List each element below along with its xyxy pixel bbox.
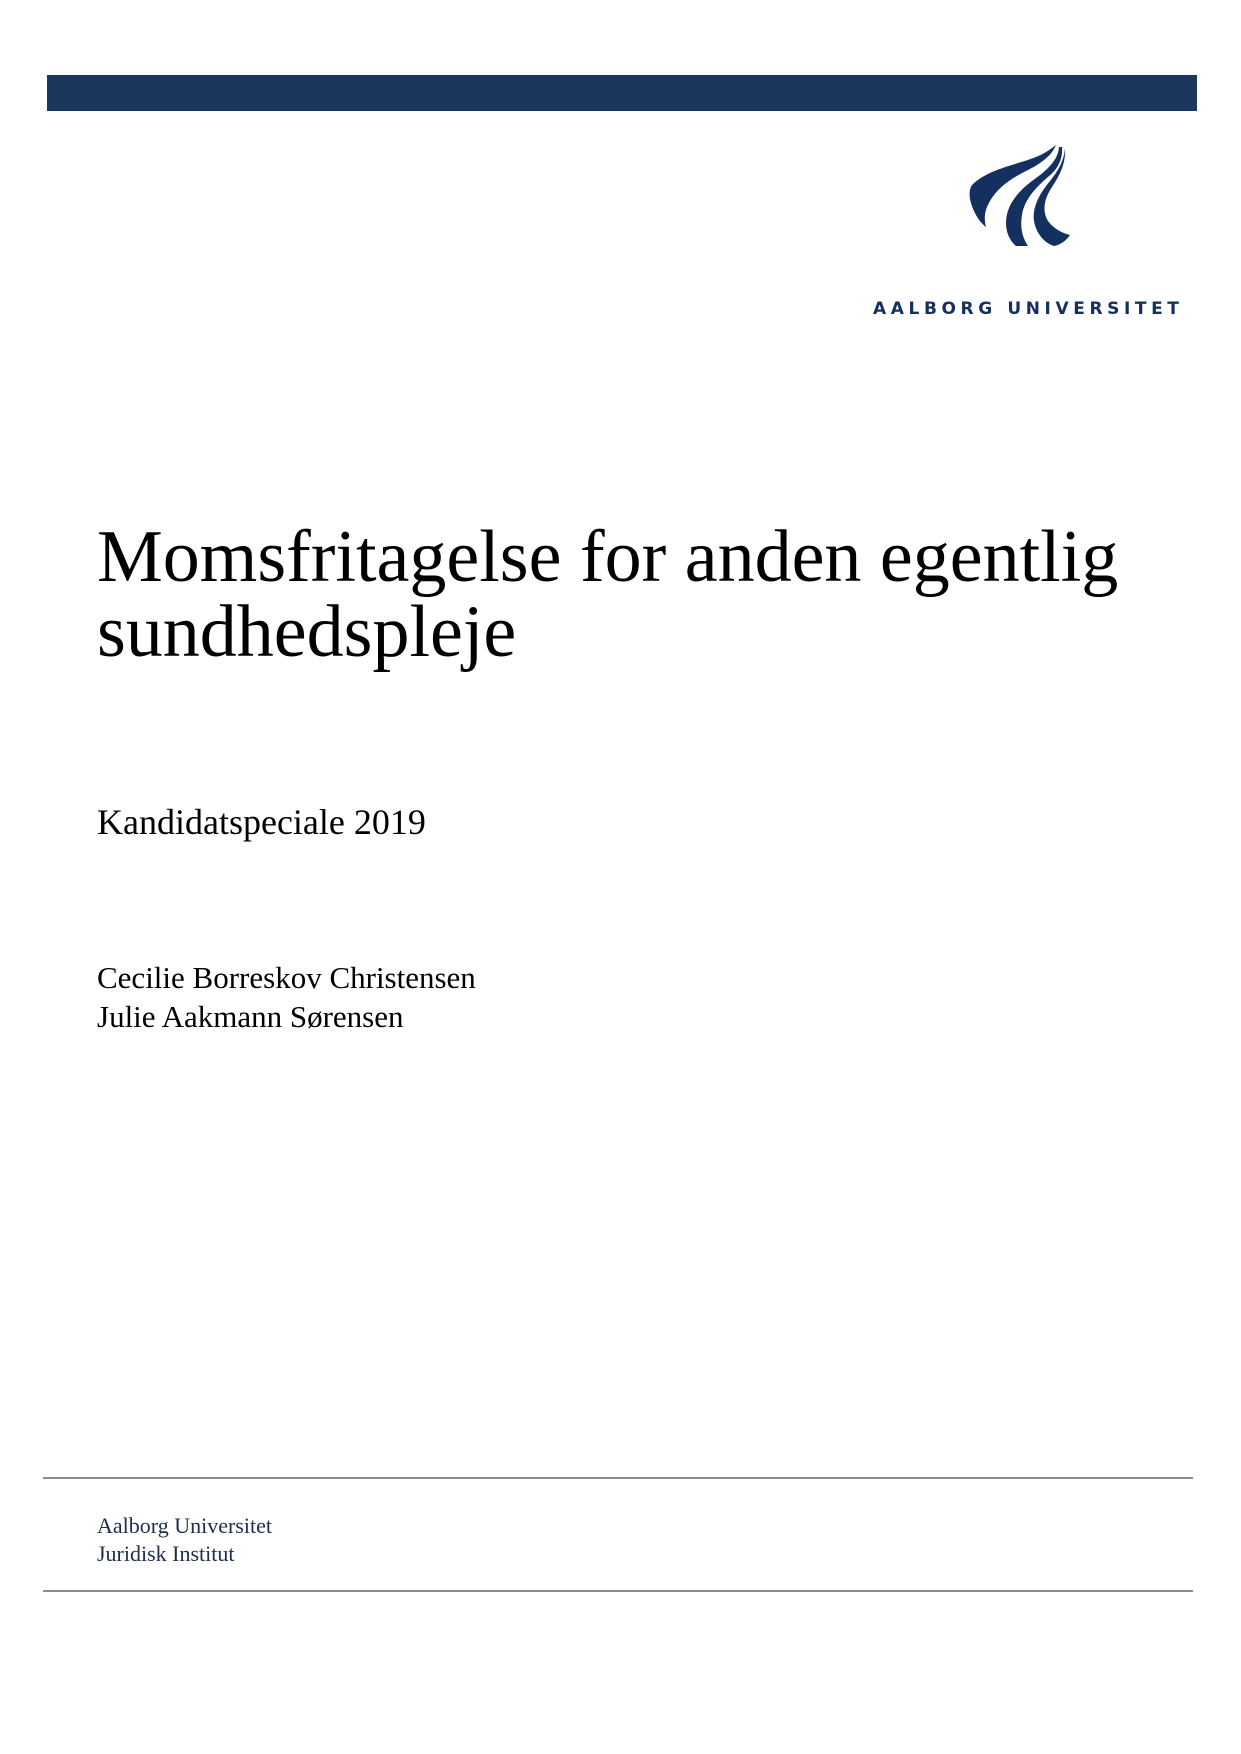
document-subtitle: Kandidatspeciale 2019: [97, 802, 426, 842]
title-line: sundhedspleje: [97, 591, 517, 673]
author-list: [97, 958, 476, 1036]
institution-name: Aalborg Universitet: [97, 1513, 272, 1538]
institution-footer: [97, 1512, 272, 1568]
author-name: Cecilie Borreskov Christensen: [97, 960, 476, 995]
department-name: Juridisk Institut: [97, 1541, 235, 1566]
document-title: [97, 516, 1119, 673]
aau-emblem-icon: [966, 143, 1074, 247]
footer-divider-top: [43, 1477, 1193, 1479]
title-line: Momsfritagelse for anden egentlig: [97, 516, 1119, 598]
footer-divider-bottom: [43, 1590, 1193, 1592]
university-wordmark: AALBORG UNIVERSITET: [873, 299, 1184, 319]
author-name: Julie Aakmann Sørensen: [97, 999, 404, 1034]
header-bar: [47, 75, 1197, 111]
